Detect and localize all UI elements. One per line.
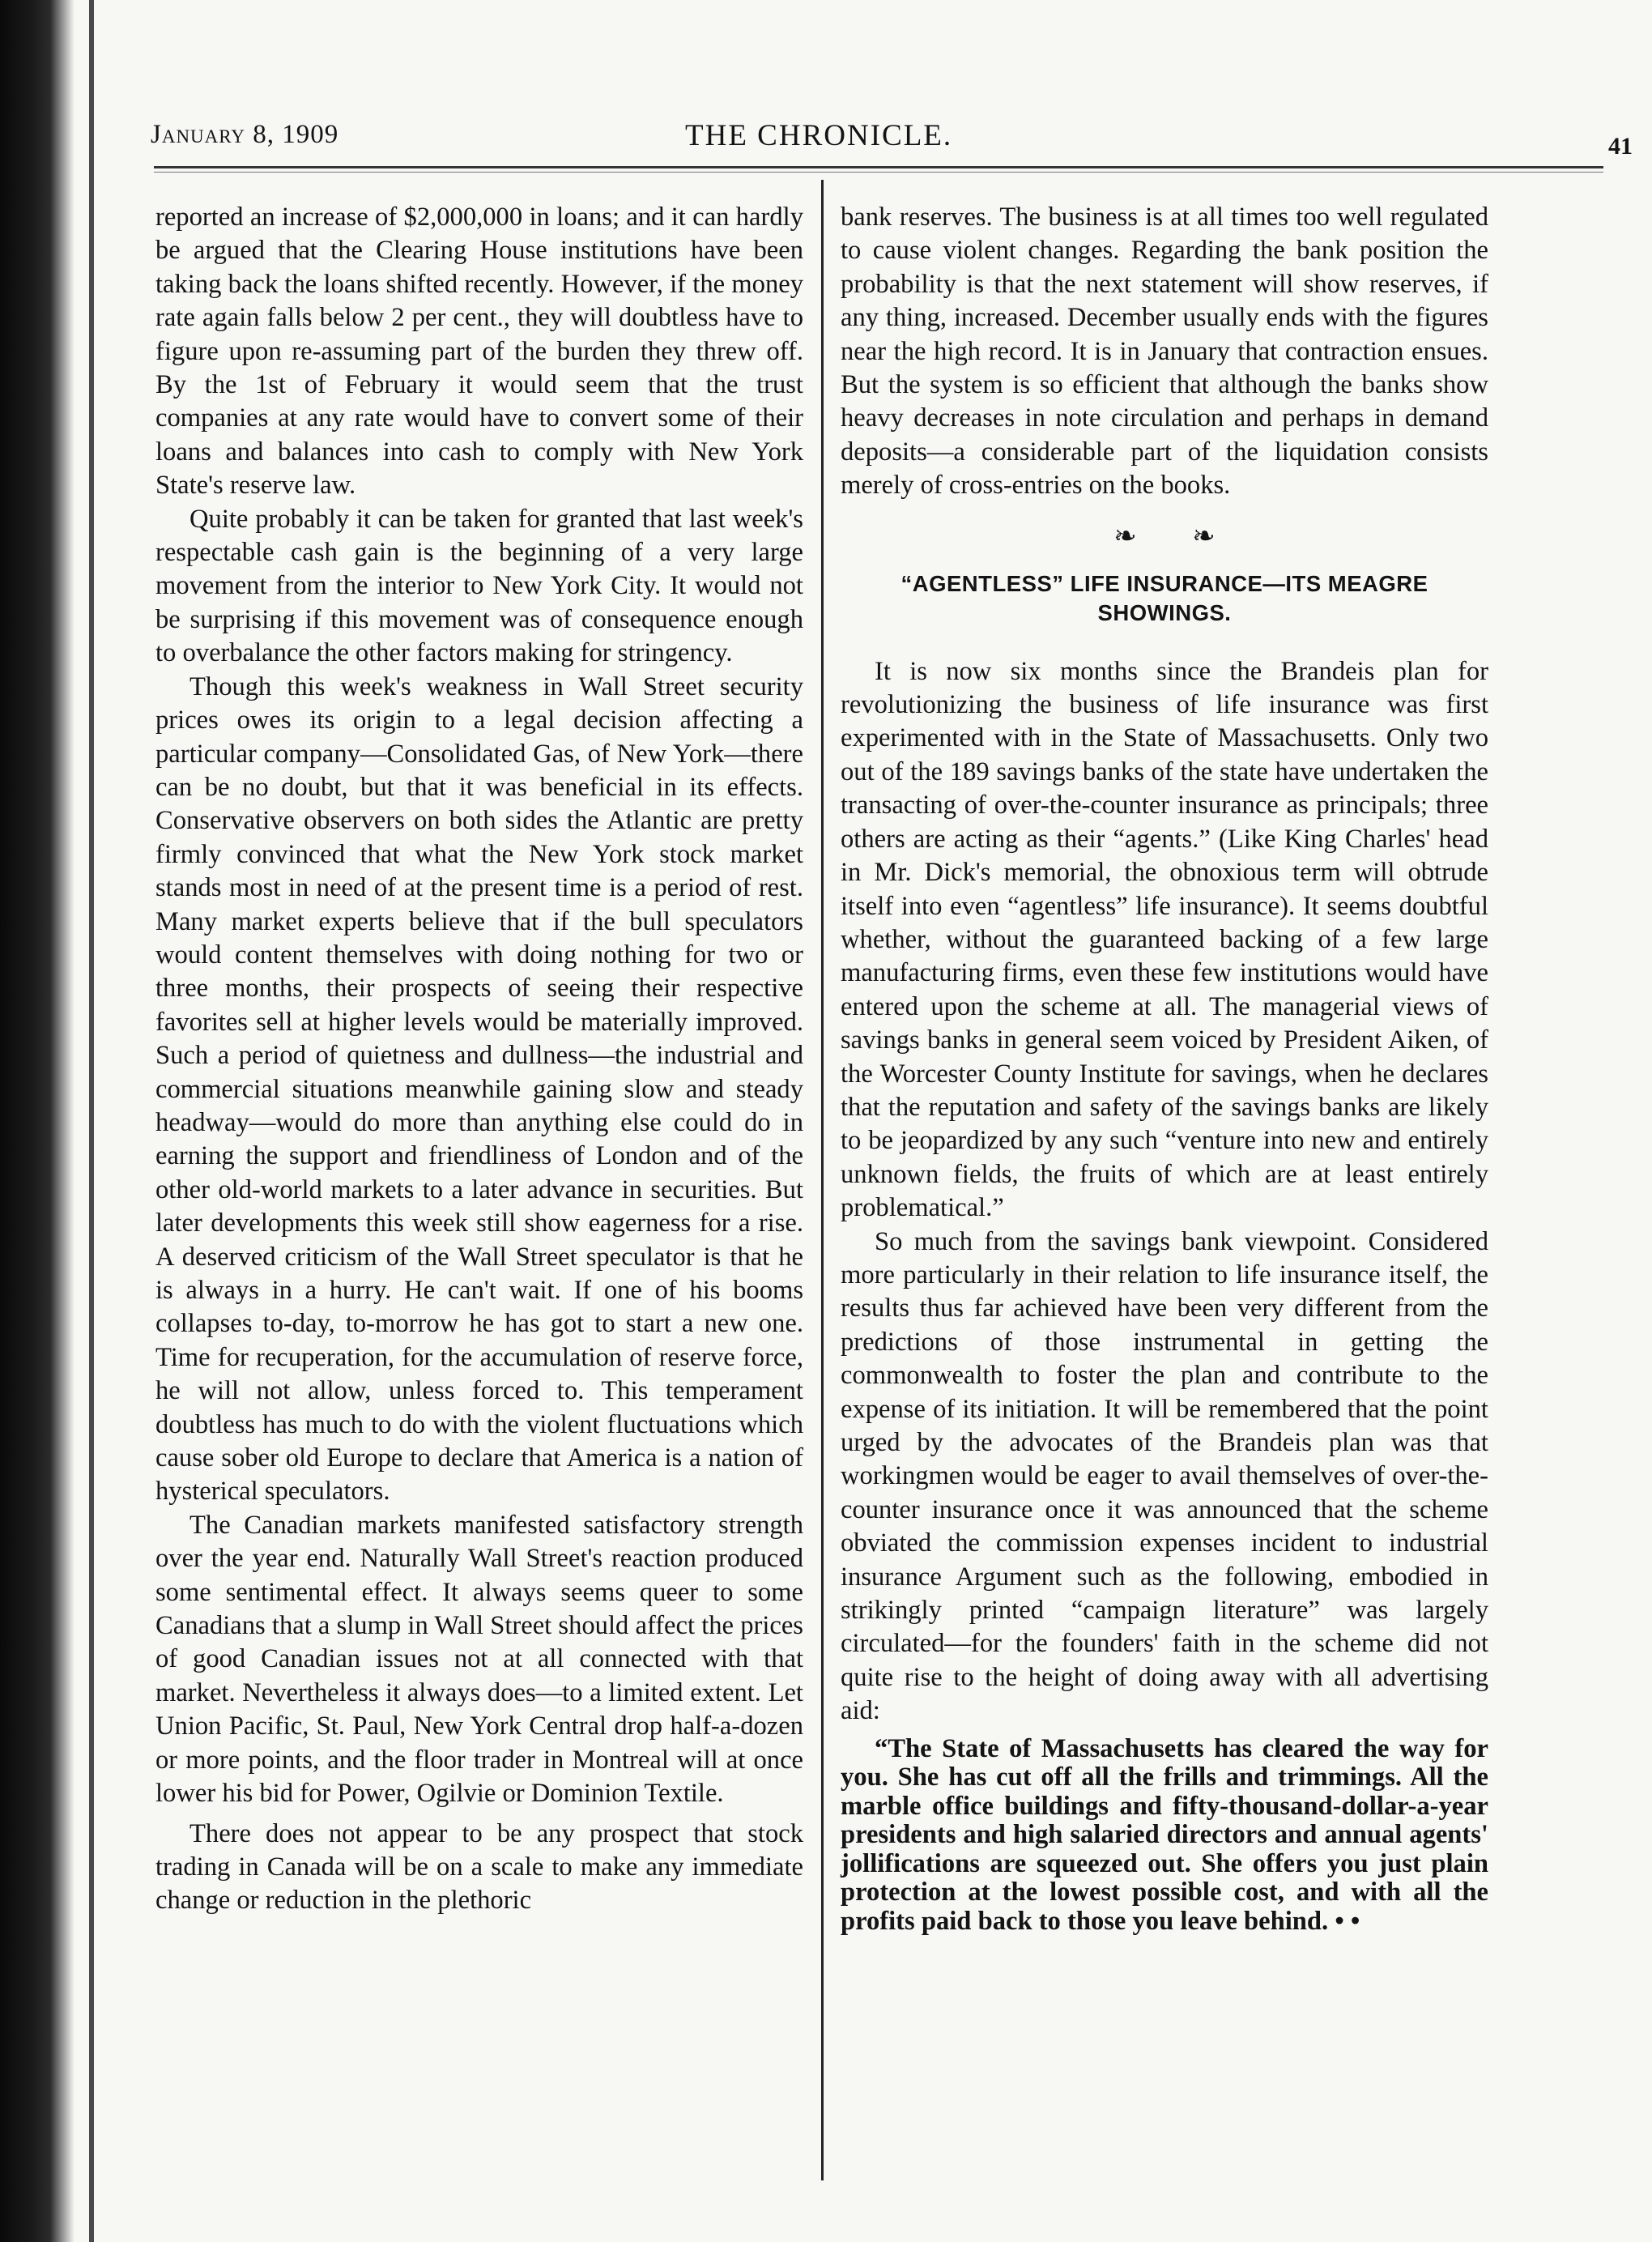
paragraph: reported an increase of $2,000,000 in loans; and it can hardly be argued that the Clearing House institutions have been taking back the loans shifted recently. However, if the money rate again falls below 2 per cent., they will doubtless have to figure upon re-assuming part of the burden they threw off. By the 1st of February it would seem that the trust companies at any rate would have to convert some of their loans and balances into cash to comply with New York State's reserve law. (155, 202, 803, 501)
left-column (155, 201, 803, 1918)
quoted-advertisement: “The State of Massachusetts has cleared the way for you. She has cut off all the frills and trimmings. All the marble office buildings and fifty-thousand-dollar-a-year presidents and high salaried directors and annual agents' jollifications are squeezed out. She offers you just plain protection at the lowest possible cost, and with all the profits paid back to those you leave behind. • • (841, 1733, 1488, 1936)
running-head (151, 112, 1633, 160)
section-ornament: ❧ ❧ (1113, 521, 1240, 552)
page-number: 41 (1608, 133, 1633, 160)
column-divider (821, 180, 824, 2180)
paragraph: There does not appear to be any prospect that stock trading in Canada will be on a scale to make any immediate change or reduction in the plethoric (155, 1818, 803, 1916)
publication-title: THE CHRONICLE. (685, 119, 953, 152)
paragraph: The Canadian markets manifested satisfactory strength over the year end. Naturally Wall Street's reaction produced some sentimental effect. It always seems queer to some Canadians that a slump in Wall Street should affect the prices of good Canadian issues not at all connected with that market. Nevertheless it always does—to a limited extent. Let Union Pacific, St. Paul, New York Central drop half-a-dozen or more points, and the floor trader in Montreal will at once lower his bid for Power, Ogilvie or Dominion Textile. (155, 1510, 803, 1809)
header-rule (154, 166, 1603, 168)
paragraph: bank reserves. The business is at all times too well regulated to cause violent changes. Regarding the bank position the probability is that the next statement will show reserves, if any thing, increased. December usually ends with the figures near the high record. It is in January that contraction ensues. But the system is so efficient that although the banks show heavy decreases in note circulation and perhaps in demand deposits—a considerable part of the liquidation consists merely of cross-entries on the books. (841, 202, 1488, 501)
article-headline: “AGENTLESS” LIFE INSURANCE—ITS MEAGRE SHOWINGS. (901, 570, 1428, 625)
binding-shadow (0, 0, 75, 2242)
header-rule-thin (154, 172, 1603, 173)
paragraph: So much from the savings bank viewpoint. Considered more particularly in their relation to life insurance itself, the results thus far achieved have been very different from the predictions of those instrumental in getting the commonwealth to foster the plan and contribute to the expense of its initiation. It will be remembered that the point urged by the advocates of the Brandeis plan was that workingmen would be eager to avail themselves of over-the-counter insurance once it was announced that the scheme obviated the commission expenses incident to industrial insurance Argument such as the following, embodied in strikingly printed “campaign literature” was largely circulated—for the founders' faith in the scheme did not quite rise to the height of doing away with all advertising aid: (841, 1226, 1488, 1726)
paragraph: Though this week's weakness in Wall Street security prices owes its origin to a legal decision affecting a particular company—Consolidated Gas, of New York—there can be no doubt, but that it was beneficial in its effects. Conservative observers on both sides the Atlantic are pretty firmly convinced that what the New York stock market stands most in need of at the present time is a period of rest. Many market experts believe that if the bull speculators would content themselves with doing nothing for two or three months, their prospects of seeing their respective favorites sell at higher levels would be materially improved. Such a period of quietness and dullness—the industrial and commercial situations meanwhile gaining slow and steady headway—would do more than anything else could do in earning the support and friendliness of London and of the other old-world markets to a later advance in securities. But later developments this week still show eagerness for a rise. A deserved criticism of the Wall Street speculator is that he is always in a hurry. He can't wait. If one of his booms collapses to-day, to-morrow he has got to start a new one. Time for recuperation, for the accumulation of reserve force, he will not allow, unless forced to. This temperament doubtless has much to do with the violent fluctuations which cause sober old Europe to declare that America is a nation of hysterical speculators. (155, 671, 803, 1507)
paragraph: Quite probably it can be taken for granted that last week's respectable cash gain is the beginning of a very large movement from the interior to New York City. It would not be surprising if this movement was of consequence enough to overbalance the other factors making for stringency. (155, 504, 803, 668)
paragraph: It is now six months since the Brandeis plan for revolutionizing the business of life insurance was first experimented with in the State of Massachusetts. Only two out of the 189 savings banks of the state have undertaken the transacting of over-the-counter insurance as principals; three others are acting as their “agents.” (Like King Charles' head in Mr. Dick's memorial, the obnoxious term will obtrude itself into even “agentless” life insurance). It seems doubtful whether, without the guaranteed backing of a few large manufacturing firms, even these few institutions would have entered upon the scheme at all. The managerial views of savings banks in general seem voiced by President Aiken, of the Worcester County Institute for savings, when he declares that the reputation and safety of the savings banks are likely to be jeopardized by any such “venture into new and entirely unknown fields, the fruits of which are at least entirely problematical.” (841, 656, 1488, 1223)
issue-date: January 8, 1909 (151, 120, 339, 149)
binding-edge-line (89, 0, 94, 2242)
right-column (841, 201, 1488, 1936)
